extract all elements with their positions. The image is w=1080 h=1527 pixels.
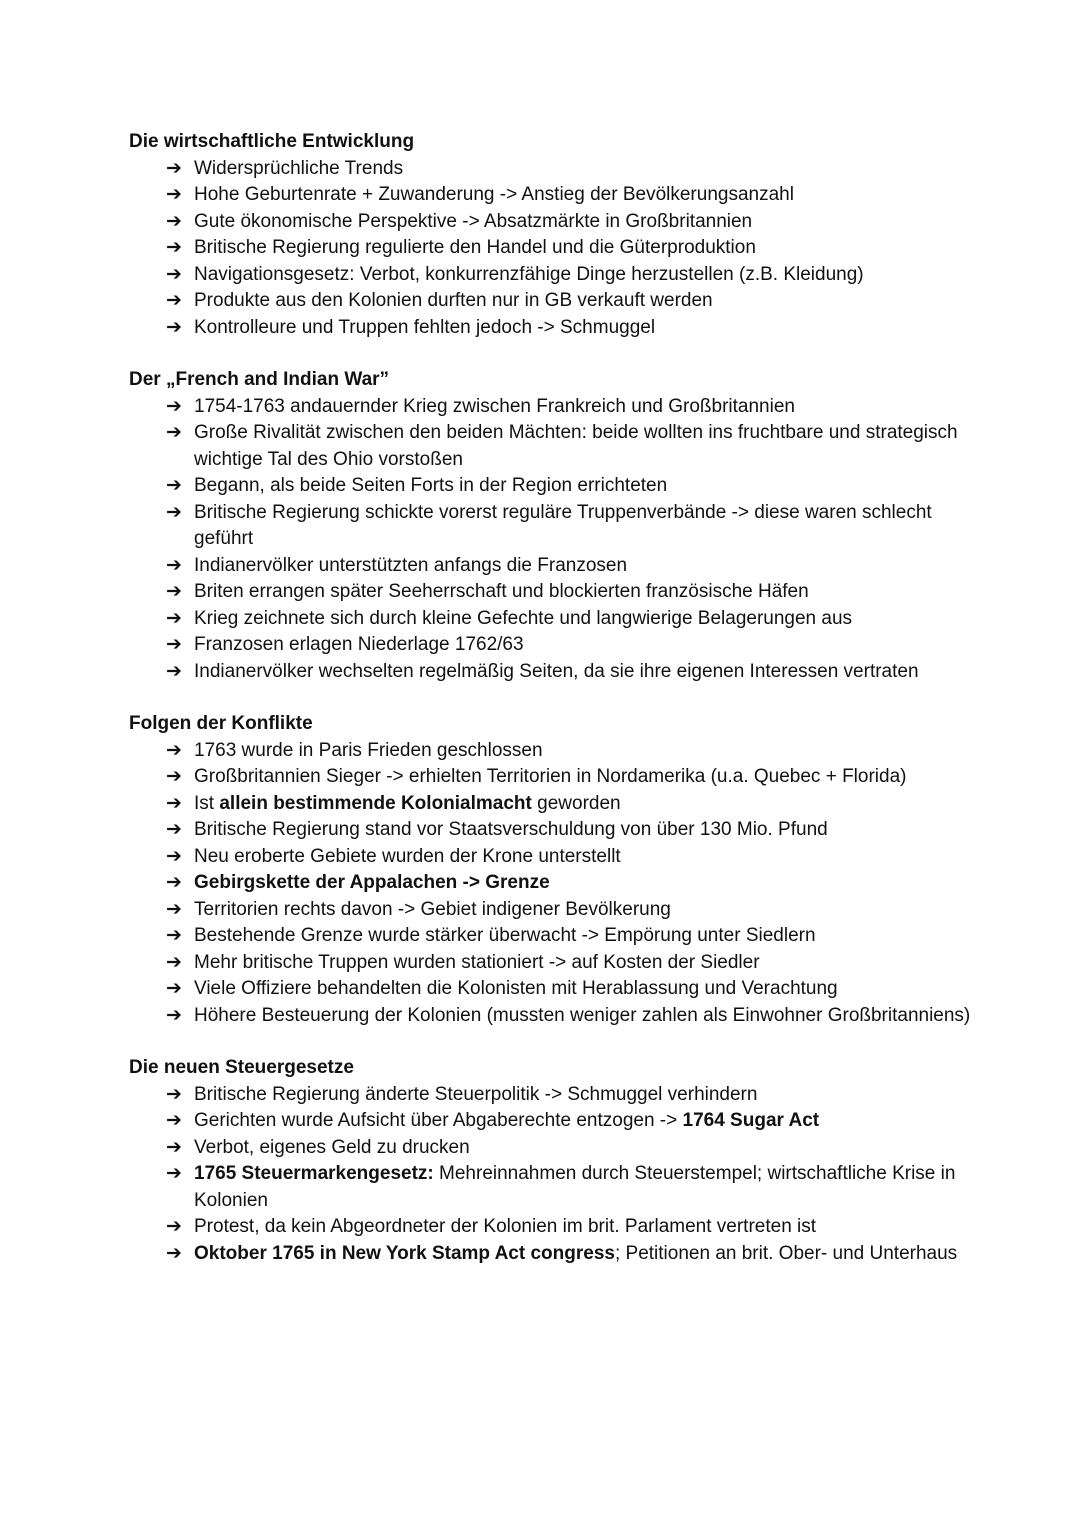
bullet-text: [194, 555, 627, 576]
bullet-item: [129, 950, 989, 977]
bullet-item: [129, 288, 989, 315]
bullet-item: [129, 315, 989, 342]
bullet-item: [129, 817, 989, 844]
arrow-right-icon: ➔: [166, 554, 182, 576]
bullet-text: [194, 317, 655, 338]
bullet-text: [194, 899, 671, 920]
arrow-right-icon: ➔: [166, 925, 182, 946]
bullet-item: [129, 473, 989, 500]
text-segment: ; Petitionen an brit. Ober- und Unterhaus: [614, 1242, 958, 1264]
section-heading: Die wirtschaftliche Entwicklung: [129, 131, 415, 152]
bullet-item: [129, 394, 989, 421]
section-die-neuen-steuergesetze: [129, 1055, 989, 1267]
bullet-text: [194, 1163, 955, 1211]
text-segment: Britische Regierung änderte Steuerpolitik -> Schmuggel verhindern: [194, 1083, 758, 1105]
bullet-item: [129, 553, 989, 580]
text-segment: Krieg zeichnete sich durch kleine Gefechte und langwierige Belagerungen aus: [194, 607, 853, 629]
text-segment: Großbritannien Sieger -> erhielten Territorien in Nordamerika (u.a. Quebec + Florida): [194, 766, 907, 787]
bold-text: Oktober 1765 in New York Stamp Act congress: [194, 1242, 615, 1264]
text-segment: Gerichten wurde Aufsicht über Abgaberechte entzogen ->: [194, 1110, 683, 1131]
bullet-text: [194, 978, 838, 999]
bullet-text: [194, 766, 906, 787]
bullet-text: [194, 422, 958, 470]
arrow-right-icon: ➔: [166, 607, 182, 629]
text-segment: Höhere Besteuerung der Kolonien (mussten weniger zahlen als Einwohner Großbritanniens): [194, 1004, 971, 1026]
bullet-item: [129, 262, 989, 289]
bullet-item: [129, 1214, 989, 1241]
bullet-text: [194, 608, 852, 629]
bullet-list: [129, 1082, 989, 1268]
arrow-right-icon: ➔: [166, 845, 182, 867]
text-segment: Neu eroberte Gebiete wurden der Krone unterstellt: [194, 845, 621, 867]
text-segment: Mehr britische Truppen wurden stationiert -> auf Kosten der Siedler: [194, 951, 760, 973]
section-heading: Die neuen Steuergesetze: [129, 1057, 354, 1078]
arrow-right-icon: ➔: [166, 1083, 182, 1105]
bullet-item: [129, 870, 989, 897]
bullet-text: [194, 872, 550, 893]
bullet-text: [194, 846, 621, 867]
bullet-text: [194, 581, 809, 602]
arrow-right-icon: ➔: [166, 1242, 182, 1264]
arrow-right-icon: ➔: [166, 739, 182, 761]
bullet-list: [129, 738, 989, 1030]
arrow-right-icon: ➔: [166, 819, 182, 840]
bullet-item: [129, 1135, 989, 1162]
text-segment: geworden: [531, 792, 621, 814]
text-segment: Verbot, eigenes Geld zu drucken: [194, 1136, 470, 1158]
arrow-right-icon: ➔: [166, 1004, 182, 1026]
text-segment: 1763 wurde in Paris Frieden geschlossen: [194, 739, 543, 761]
bullet-item: [129, 764, 989, 791]
bullet-text: [194, 502, 932, 550]
bullet-text: [194, 925, 816, 946]
text-segment: Britische Regierung stand vor Staatsverschuldung von über 130 Mio. Pfund: [194, 819, 828, 840]
bullet-item: [129, 632, 989, 659]
bullet-item: [129, 976, 989, 1003]
bullet-item: [129, 844, 989, 871]
arrow-right-icon: ➔: [166, 872, 182, 893]
arrow-right-icon: ➔: [166, 660, 182, 682]
section-heading: Folgen der Konflikte: [129, 713, 313, 734]
bullet-text: [194, 952, 760, 973]
bold-text: allein bestimmende Kolonialmacht: [219, 792, 532, 814]
text-segment: Widersprüchliche Trends: [194, 157, 404, 179]
arrow-right-icon: ➔: [166, 581, 182, 602]
bullet-text: [194, 634, 524, 655]
text-segment: Briten errangen später Seeherrschaft und blockierten französische Häfen: [194, 581, 809, 602]
section-folgen-der-konflikte: [129, 711, 989, 1029]
bullet-list: [129, 394, 989, 686]
arrow-right-icon: ➔: [166, 1216, 182, 1237]
arrow-right-icon: ➔: [166, 1136, 182, 1158]
bullet-item: [129, 791, 989, 818]
arrow-right-icon: ➔: [166, 951, 182, 973]
arrow-right-icon: ➔: [166, 210, 182, 232]
arrow-right-icon: ➔: [166, 157, 182, 179]
text-segment: Britische Regierung schickte vorerst reguläre Truppenverbände -> diese waren schlecht geführt: [194, 501, 932, 549]
bullet-text: [194, 1110, 819, 1131]
bullet-text: [194, 793, 621, 814]
text-segment: Navigationsgesetz: Verbot, konkurrenzfähige Dinge herzustellen (z.B. Kleidung): [194, 263, 864, 285]
text-segment: 1754-1763 andauernder Krieg zwischen Frankreich und Großbritannien: [194, 395, 795, 417]
arrow-right-icon: ➔: [166, 1163, 182, 1184]
text-segment: Mehreinnahmen durch Steuerstempel; wirtschaftliche Krise in Kolonien: [194, 1163, 956, 1211]
text-segment: Hohe Geburtenrate + Zuwanderung -> Anstieg der Bevölkerungsanzahl: [194, 184, 794, 205]
arrow-right-icon: ➔: [166, 316, 182, 338]
section-der-french-and-indian-war: [129, 367, 989, 685]
arrow-right-icon: ➔: [166, 395, 182, 417]
bold-text: Gebirgskette der Appalachen -> Grenze: [194, 872, 550, 893]
bullet-item: [129, 156, 989, 183]
bullet-text: [194, 184, 794, 205]
text-segment: Viele Offiziere behandelten die Kolonisten mit Herablassung und Verachtung: [194, 978, 838, 999]
bullet-item: [129, 1082, 989, 1109]
bullet-text: [194, 740, 543, 761]
bullet-item: [129, 606, 989, 633]
bullet-item: [129, 659, 989, 686]
text-segment: Franzosen erlagen Niederlage 1762/63: [194, 634, 524, 655]
bullet-item: [129, 1003, 989, 1030]
text-segment: Bestehende Grenze wurde stärker überwacht -> Empörung unter Siedlern: [194, 925, 816, 946]
bullet-item: [129, 1161, 989, 1214]
text-segment: Kontrolleure und Truppen fehlten jedoch -> Schmuggel: [194, 316, 656, 338]
text-segment: Indianervölker wechselten regelmäßig Seiten, da sie ihre eigenen Interessen vertraten: [194, 660, 919, 682]
bullet-list: [129, 156, 989, 342]
bullet-item: [129, 182, 989, 209]
bullet-item: [129, 1241, 989, 1268]
bullet-item: [129, 235, 989, 262]
arrow-right-icon: ➔: [166, 184, 182, 205]
bullet-item: [129, 420, 989, 473]
arrow-right-icon: ➔: [166, 634, 182, 655]
text-segment: Ist: [194, 792, 220, 814]
bullet-text: [194, 158, 403, 179]
text-segment: Begann, als beide Seiten Forts in der Region errichteten: [194, 475, 668, 496]
arrow-right-icon: ➔: [166, 978, 182, 999]
bullet-text: [194, 396, 795, 417]
bullet-item: [129, 738, 989, 765]
bullet-item: [129, 500, 989, 553]
arrow-right-icon: ➔: [166, 475, 182, 496]
bullet-text: [194, 237, 756, 258]
arrow-right-icon: ➔: [166, 792, 182, 814]
bullet-text: [194, 1137, 470, 1158]
bullet-item: [129, 209, 989, 236]
bold-text: 1764 Sugar Act: [682, 1110, 820, 1131]
arrow-right-icon: ➔: [166, 766, 182, 787]
text-segment: Gute ökonomische Perspektive -> Absatzmärkte in Großbritannien: [194, 210, 753, 232]
arrow-right-icon: ➔: [166, 1110, 182, 1131]
text-segment: Indianervölker unterstützten anfangs die Franzosen: [194, 554, 628, 576]
bullet-text: [194, 819, 828, 840]
text-segment: Protest, da kein Abgeordneter der Kolonien im brit. Parlament vertreten ist: [194, 1216, 817, 1237]
bullet-text: [194, 1216, 816, 1237]
arrow-right-icon: ➔: [166, 501, 182, 523]
text-segment: Produkte aus den Kolonien durften nur in GB verkauft werden: [194, 290, 713, 311]
bullet-text: [194, 1084, 757, 1105]
bullet-text: [194, 264, 864, 285]
text-segment: Britische Regierung regulierte den Handel und die Güterproduktion: [194, 237, 756, 258]
arrow-right-icon: ➔: [166, 290, 182, 311]
bullet-text: [194, 475, 667, 496]
bold-text: 1765 Steuermarkengesetz:: [194, 1163, 434, 1184]
bullet-text: [194, 661, 919, 682]
arrow-right-icon: ➔: [166, 898, 182, 920]
bullet-item: [129, 579, 989, 606]
bullet-item: [129, 1108, 989, 1135]
bullet-text: [194, 211, 752, 232]
arrow-right-icon: ➔: [166, 422, 182, 443]
text-segment: Große Rivalität zwischen den beiden Mächten: beide wollten ins fruchtbare und strategisch wichtige Tal des Ohio vorstoßen: [194, 422, 958, 470]
bullet-text: [194, 1005, 970, 1026]
bullet-item: [129, 923, 989, 950]
bullet-item: [129, 897, 989, 924]
document-page: [129, 129, 989, 1293]
section-die-wirtschaftliche-entwicklung: [129, 129, 989, 341]
section-heading: Der „French and Indian War”: [129, 369, 390, 390]
bullet-text: [194, 290, 713, 311]
arrow-right-icon: ➔: [166, 237, 182, 258]
arrow-right-icon: ➔: [166, 263, 182, 285]
bullet-text: [194, 1243, 957, 1264]
text-segment: Territorien rechts davon -> Gebiet indigener Bevölkerung: [194, 898, 671, 920]
